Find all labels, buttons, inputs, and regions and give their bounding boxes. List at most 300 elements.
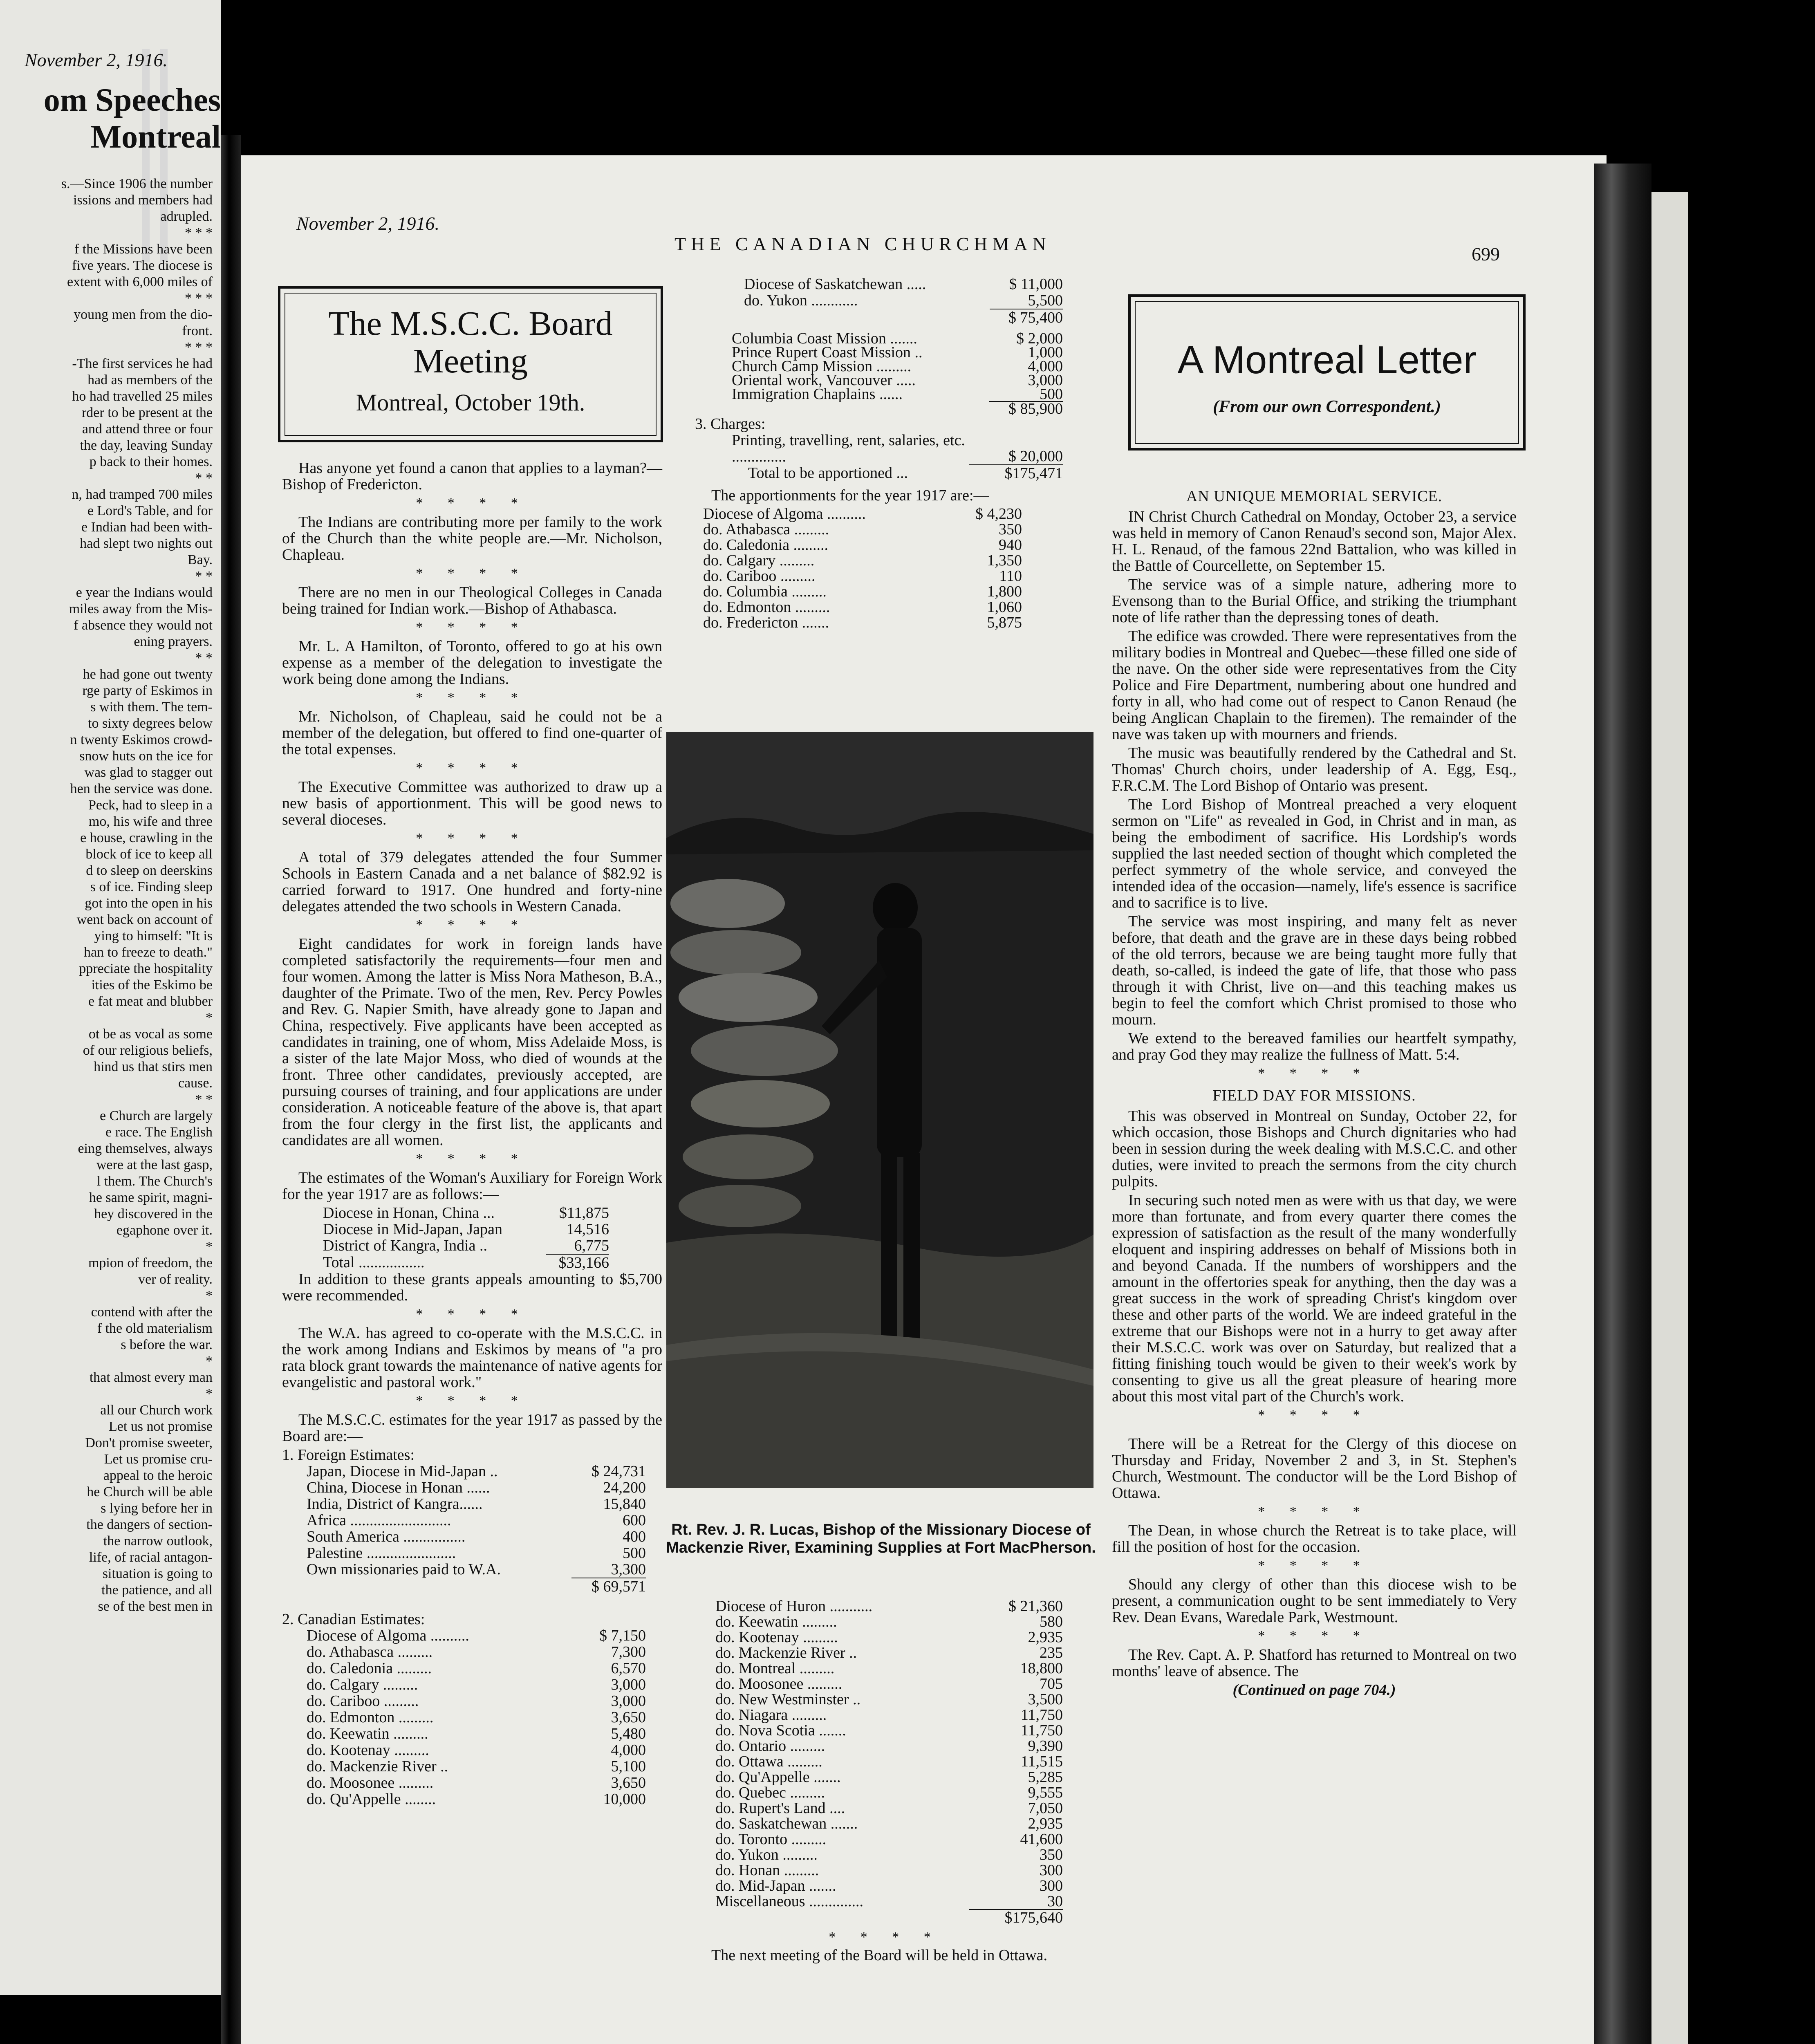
canadian-row-value: 6,570 — [611, 1660, 646, 1677]
section-stars: * * * * — [829, 1930, 941, 1945]
left-page-line: f absence they would not — [74, 618, 213, 633]
memorial-paragraph: The service was of a simple nature, adhering more to Evensong than to the Burial Office, and striking the triumphant note of life rather than the depressing tones of death. — [1112, 576, 1517, 626]
apportionment-row — [715, 1894, 1063, 1910]
canadian-row-label: do. Qu'Appelle ........ — [307, 1791, 436, 1808]
montreal-letter-subtitle: (From our own Correspondent.) — [1213, 397, 1441, 416]
section-stars: * * * * — [416, 620, 529, 635]
retreat-paragraph: The Dean, in whose church the Retreat is to take place, will fill the position of host for the occasion. — [1112, 1522, 1517, 1555]
estimate-row-label: do. Yukon ............ — [744, 292, 858, 309]
apportionment-row-value: 705 — [1040, 1675, 1063, 1692]
left-page-line: the narrow outlook, — [103, 1533, 213, 1549]
left-page-line: were at the last gasp, — [96, 1157, 213, 1172]
wa-row — [323, 1205, 609, 1221]
left-page-line: * — [206, 1354, 213, 1369]
left-page-line: to sixty degrees below — [88, 716, 213, 731]
apportioned-value: $175,471 — [969, 465, 1063, 482]
canadian-row-value: 3,000 — [611, 1676, 646, 1693]
subtotal-75400: $ 75,400 — [990, 309, 1063, 326]
left-page-line: appeal to the heroic — [103, 1468, 213, 1483]
apportionment-row-label: do. Qu'Appelle ....... — [715, 1768, 841, 1786]
left-page-line: e Lord's Table, and for — [87, 503, 213, 518]
apportionment-row — [715, 1769, 1063, 1785]
left-page-line: s of ice. Finding sleep — [90, 879, 213, 894]
left-page-line: Bay. — [187, 552, 213, 567]
apportionment-row — [703, 615, 1022, 630]
apportionment-row-label: do. Toronto ......... — [715, 1831, 827, 1848]
canadian-row-label: do. Kootenay ......... — [307, 1741, 429, 1759]
left-page-line: rge party of Eskimos in — [82, 683, 213, 698]
apportionment-row-value: 11,515 — [1020, 1753, 1063, 1770]
apportionments-total: $175,640 — [969, 1910, 1063, 1925]
masthead: THE CANADIAN CHURCHMAN — [674, 233, 1051, 254]
section-stars: * * * * — [1258, 1628, 1371, 1643]
section-stars: * * * * — [1258, 1558, 1371, 1573]
left-page-line: eing themselves, always — [78, 1141, 213, 1156]
canadian-row-label: do. Calgary ......... — [307, 1676, 418, 1693]
montreal-letter-title: A Montreal Letter — [1177, 338, 1477, 382]
left-page-line: all our Church work — [100, 1403, 213, 1418]
apportionment-row — [715, 1754, 1063, 1769]
apportionment-row — [715, 1676, 1063, 1692]
canadian-row — [307, 1709, 646, 1726]
coast-row-value: 500 — [1040, 385, 1063, 403]
apportionment-row-value: 940 — [999, 536, 1022, 554]
apportionment-row — [715, 1831, 1063, 1847]
msscc-paragraph: The Indians are contributing more per family to the work of the Church than the white people are.—Mr. Nicholson, Chapleau. — [282, 513, 662, 563]
canadian-row-label: do. Athabasca ......... — [307, 1643, 433, 1661]
apportionment-row-value: 2,935 — [1028, 1815, 1063, 1832]
left-page-line: * * — [195, 471, 213, 486]
left-page-line: * * * — [185, 225, 213, 240]
apportionment-row-label: do. Honan ......... — [715, 1862, 819, 1879]
left-page-line: Don't promise sweeter, — [85, 1435, 213, 1450]
section-stars: * * * * — [416, 831, 529, 846]
left-page-line: ening prayers. — [134, 634, 213, 649]
canadian-row — [307, 1644, 646, 1660]
apportionment-row — [703, 553, 1022, 568]
section-stars: * * * * — [416, 566, 529, 581]
left-page-line: * — [206, 1239, 213, 1254]
apportionment-row — [703, 568, 1022, 584]
apportionment-row-value: 2,935 — [1028, 1629, 1063, 1646]
coast-missions-table — [732, 332, 1063, 416]
foreign-row — [307, 1529, 646, 1545]
canadian-row-value: 3,650 — [611, 1709, 646, 1726]
montreal-letter-title-box — [1128, 294, 1526, 450]
left-page-line: was glad to stagger out — [84, 765, 213, 780]
left-page-line: * — [206, 1288, 213, 1303]
left-page-headline: om Speeches Montreal — [43, 82, 221, 155]
canadian-row-label: do. Moosonee ......... — [307, 1774, 434, 1791]
wa-row-value: $11,875 — [559, 1204, 609, 1221]
wa-row-value: 6,775 — [574, 1237, 609, 1254]
left-page-line: hind us that stirs men — [94, 1059, 213, 1074]
apportionments-table — [703, 506, 1022, 630]
canadian-row-value: 3,650 — [611, 1774, 646, 1791]
coast-row-value: 1,000 — [1028, 344, 1063, 361]
coast-row — [732, 345, 1063, 359]
middle-column-top — [695, 276, 1063, 630]
apportionment-row-label: do. New Westminster .. — [715, 1691, 861, 1708]
canadian-row — [307, 1742, 646, 1758]
apportioned-label: Total to be apportioned ... — [748, 464, 908, 482]
wa-row-label: Diocese in Honan, China ... — [323, 1204, 495, 1221]
next-meeting: The next meeting of the Board will be held in Ottawa. — [711, 1947, 1048, 1964]
wa-row-value: 14,516 — [566, 1221, 609, 1238]
left-page-line: front. — [182, 323, 213, 338]
apportionments-table-2 — [715, 1598, 1063, 1925]
coast-row-label: Oriental work, Vancouver ..... — [732, 372, 916, 389]
apportionment-row-value: 18,800 — [1020, 1660, 1063, 1677]
apportionment-row-value: 41,600 — [1020, 1831, 1063, 1848]
photograph-bishop-supplies — [666, 732, 1093, 1488]
apportionments-intro: The apportionments for the year 1917 are:— — [711, 487, 989, 504]
apportionment-row-label: do. Fredericton ....... — [703, 614, 829, 631]
foreign-estimates-table — [307, 1463, 646, 1595]
left-page-line: ying to himself: "It is — [94, 928, 213, 944]
foreign-row-label: India, District of Kangra...... — [307, 1495, 483, 1513]
left-page-line: se of the best men in — [98, 1599, 213, 1614]
left-page-line: * * — [195, 569, 213, 584]
apportionment-row — [715, 1614, 1063, 1629]
left-page-line: block of ice to keep all — [85, 847, 213, 862]
apportionment-row — [715, 1785, 1063, 1800]
page-edge-strip — [1651, 192, 1688, 2044]
left-page-line: e race. The English — [105, 1125, 213, 1140]
page-edge-shadow — [1594, 164, 1651, 2044]
left-page-line: hen the service was done. — [70, 781, 213, 796]
apportionment-row-value: 1,800 — [987, 583, 1022, 600]
apportionment-row-value: 110 — [999, 567, 1022, 585]
left-page-line: extent with 6,000 miles of — [67, 274, 213, 289]
left-page-line: egaphone over it. — [116, 1223, 213, 1238]
apportionment-row-label: do. Athabasca ......... — [703, 521, 829, 538]
canadian-estimates-table — [307, 1627, 646, 1807]
section-stars: * * * * — [1258, 1407, 1371, 1423]
apportionment-row-label: do. Calgary ......... — [703, 552, 815, 569]
apportionment-row-label: do. Mid-Japan ....... — [715, 1877, 836, 1894]
foreign-row — [307, 1463, 646, 1479]
apportionment-row-label: do. Saskatchewan ....... — [715, 1815, 858, 1832]
memorial-paragraph: IN Christ Church Cathedral on Monday, October 23, a service was held in memory of Canon Renaud's second son, Major Alex. H. L. Renaud, of the famous 22nd Battalion, who was killed in the Battle of Courcellette, on September 15. — [1112, 508, 1517, 574]
apportionment-row-value: 300 — [1040, 1877, 1063, 1894]
canadian-row — [307, 1758, 646, 1775]
left-page-line: s.—Since 1906 the number — [61, 176, 213, 191]
retreat-paragraph: The Rev. Capt. A. P. Shatford has returned to Montreal on two months' leave of absence. The — [1112, 1646, 1517, 1680]
left-page-line: p back to their homes. — [89, 454, 213, 469]
left-page-line: ities of the Eskimo be — [91, 977, 213, 993]
left-page-line: cause. — [178, 1076, 213, 1091]
coast-row-label: Immigration Chaplains ...... — [732, 385, 903, 403]
apportionment-row — [715, 1847, 1063, 1862]
apportionment-row — [715, 1629, 1063, 1645]
apportionment-row — [703, 537, 1022, 553]
coast-row-label: Columbia Coast Mission ....... — [732, 330, 917, 347]
left-page-line: f the old materialism — [97, 1321, 213, 1336]
apportionment-row — [715, 1661, 1063, 1676]
apportionment-row-value: 11,750 — [1020, 1706, 1063, 1724]
estimate-row — [744, 292, 1063, 309]
section-stars: * * * * — [416, 1151, 529, 1166]
left-page-line: he Church will be able — [87, 1484, 213, 1499]
msscc-title-line2: Meeting — [413, 342, 528, 380]
wa-row-label: Diocese in Mid-Japan, Japan — [323, 1221, 502, 1238]
left-page-line: Let us promise cru- — [104, 1452, 213, 1467]
retreat-paragraph: There will be a Retreat for the Clergy of this diocese on Thursday and Friday, November 2 and 3, in St. Stephen's Church, Westmount. The conductor will be the Lord Bishop of Ottawa. — [1112, 1435, 1517, 1502]
memorial-paragraph: We extend to the bereaved families our heartfelt sympathy, and pray God they may realize the fullness of Matt. 5:4. — [1112, 1030, 1517, 1063]
msscc-paragraph: There are no men in our Theological Colleges in Canada being trained for Indian work.—Bishop of Athabasca. — [282, 584, 662, 617]
msscc-title-box — [278, 286, 663, 442]
apportionment-row-value: 9,555 — [1028, 1784, 1063, 1801]
apportionment-row — [703, 506, 1022, 522]
msscc-subtitle: Montreal, October 19th. — [356, 389, 585, 416]
left-page-line: hey discovered in the — [94, 1206, 213, 1221]
canadian-row-value: 3,000 — [611, 1692, 646, 1710]
apportionment-row-value: 1,060 — [987, 598, 1022, 616]
left-page-line: s before the war. — [121, 1337, 213, 1352]
apportionment-row — [715, 1816, 1063, 1831]
foreign-row — [307, 1496, 646, 1512]
memorial-paragraph: The edifice was crowded. There were representatives from the military bodies in Montreal and Quebec—these filled one side of the nave. On the other side were representatives from the City Police and Fire Department, numbering about one hundred and forty in all, who had come out of respect to Canon Renaud (he being Anglican Chaplain to the firemen). The remainder of the nave was taken up with mourners and friends. — [1112, 628, 1517, 743]
left-page-line: han to freeze to death." — [84, 945, 213, 960]
section-heading-field-day: FIELD DAY FOR MISSIONS. — [1212, 1087, 1416, 1104]
canadian-row — [307, 1627, 646, 1644]
apportionment-row-value: 580 — [1040, 1613, 1063, 1630]
wa-total-label: Total ................. — [323, 1254, 425, 1271]
foreign-row-value: 24,200 — [603, 1479, 646, 1496]
retreat-paragraph: Should any clergy of other than this diocese wish to be present, a communication ought to be sent immediately to Very Rev. Dean Evans, Waredale Park, Westmount. — [1112, 1576, 1517, 1626]
apportionment-row-value: 9,390 — [1028, 1737, 1063, 1755]
apportionment-row-value: $ 21,360 — [1008, 1598, 1063, 1615]
apportionment-row — [715, 1645, 1063, 1661]
apportionment-row-value: 350 — [1040, 1846, 1063, 1863]
left-page-line: that almost every man — [89, 1370, 213, 1385]
charges-table — [732, 432, 1063, 482]
msscc-paragraph: The Executive Committee was authorized to draw up a new basis of apportionment. This will be good news to several dioceses. — [282, 778, 662, 828]
estimate-row-value: 5,500 — [1028, 292, 1063, 309]
msscc-paragraph: Mr. Nicholson, of Chapleau, said he could not be a member of the delegation, but offered to find one-quarter of the total expenses. — [282, 708, 662, 758]
memorial-paragraph: The music was beautifully rendered by the Cathedral and St. Thomas' Church choirs, under leadership of A. Egg, Esq., F.R.C.M. The Lord Bishop of Ontario was present. — [1112, 744, 1517, 794]
apportionment-row — [715, 1878, 1063, 1894]
left-page-line: he same spirit, magni- — [89, 1190, 213, 1205]
canadian-row-label: do. Keewatin ......... — [307, 1725, 428, 1742]
apportionment-row-value: 300 — [1040, 1862, 1063, 1879]
left-page-line: ver of reality. — [138, 1272, 213, 1287]
left-page-line: the patience, and all — [101, 1582, 213, 1598]
apportionment-row-label: do. Ontario ......... — [715, 1737, 825, 1755]
foreign-row — [307, 1512, 646, 1529]
retreat-paragraphs — [1112, 1436, 1517, 1679]
section-stars: * * * * — [416, 760, 529, 775]
left-page-date: November 2, 1916. — [25, 49, 168, 70]
section-stars: * * * * — [416, 495, 529, 511]
para-estimates: The M.S.C.C. estimates for the year 1917 as passed by the Board are:— — [282, 1411, 662, 1445]
apportionment-row-value: 235 — [1040, 1644, 1063, 1661]
left-page-line: * * — [195, 650, 213, 666]
left-page-line: situation is going to — [102, 1566, 213, 1581]
coast-row — [732, 359, 1063, 373]
subtotal-85900: $ 85,900 — [989, 401, 1063, 416]
foreign-row-value: $ 24,731 — [592, 1463, 646, 1480]
apportionment-row-label: do. Moosonee ......... — [715, 1675, 843, 1692]
photo-caption: Rt. Rev. J. R. Lucas, Bishop of the Missionary Diocese of Mackenzie River, Examining Supplies at Fort MacPherson. — [666, 1521, 1096, 1556]
foreign-heading: 1. Foreign Estimates: — [282, 1446, 415, 1464]
apportionment-row-label: do. Quebec ......... — [715, 1784, 825, 1801]
canadian-row-label: do. Cariboo ......... — [307, 1692, 419, 1710]
left-page-line: Let us not promise — [108, 1419, 213, 1434]
left-page-line: e Indian had been with- — [81, 520, 213, 535]
para-wa: The W.A. has agreed to co-operate with the M.S.C.C. in the work among Indians and Eskimos by means of "a pro rata block grant towards the maintenance of native agents for evangelistic and pastoral work." — [282, 1325, 662, 1391]
canadian-row-value: 7,300 — [611, 1643, 646, 1661]
left-page-line: had as members of the — [87, 372, 213, 388]
apportionment-row-label: Diocese of Huron ........... — [715, 1598, 873, 1615]
apportionment-row-label: Miscellaneous .............. — [715, 1893, 864, 1910]
para-grants: In addition to these grants appeals amounting to $5,700 were recommended. — [282, 1271, 662, 1304]
apportionment-row-label: do. Nova Scotia ....... — [715, 1722, 846, 1739]
continued-note: (Continued on page 704.) — [1232, 1681, 1396, 1699]
foreign-row-value: 15,840 — [603, 1495, 646, 1513]
estimate-row — [744, 276, 1063, 292]
left-page-line: ot be as vocal as some — [88, 1026, 213, 1042]
memorial-paragraph: The Lord Bishop of Montreal preached a very eloquent sermon on "Life" as revealed in God, in Christ and in man, as being the embodiment of sacrifice. His Lordship's words supplied the last needed section of thought which completed the perfect symmetry of the whole service, and conveyed the intended idea of the occasion—namely, life's essence is sacrifice and to sacrifice is to live. — [1112, 796, 1517, 911]
left-page-line: issions and members had — [73, 193, 213, 208]
apportionment-row-label: do. Mackenzie River .. — [715, 1644, 857, 1661]
coast-row — [732, 332, 1063, 345]
foreign-row-value: 400 — [623, 1528, 646, 1545]
section-stars: * * * * — [416, 1393, 529, 1408]
msscc-paragraphs — [282, 460, 662, 1202]
canadian-heading: 2. Canadian Estimates: — [282, 1611, 425, 1628]
apportionment-row-label: do. Columbia ......... — [703, 583, 827, 600]
left-page-line: the day, leaving Sunday — [80, 438, 213, 453]
apportionment-row-label: do. Yukon ......... — [715, 1846, 818, 1863]
foreign-row-label: China, Diocese in Honan ...... — [307, 1479, 490, 1496]
page-number: 699 — [1472, 244, 1500, 264]
canadian-row-label: do. Edmonton ......... — [307, 1709, 434, 1726]
apportionment-row — [715, 1692, 1063, 1707]
field-day-paragraph: In securing such noted men as were with us that day, we were more than fortunate, and from every quarter there comes the expression of satisfaction as the result of the many wonderfully eloquent and inspiring addresses on behalf of Missions both in and beyond Canada. If the numbers of worshippers and the amount in the offertories speak for anything, then the day was a great success in the work of spreading Christ's kingdom over these and other parts of the world. We are indeed grateful in the extreme that our Bishops were not in a hurry to get away after their M.S.C.C. work was over on Saturday, but realized that a fitting finishing touch would be given to their week's work by consenting to give us all the great pleasure of hearing more about this most vital part of the Church's work. — [1112, 1192, 1517, 1405]
left-page-line: mo, his wife and three — [88, 814, 213, 829]
left-page-line: s with them. The tem- — [90, 699, 213, 715]
left-page-line: * — [206, 1010, 213, 1025]
wa-row — [323, 1237, 609, 1254]
charges-heading: 3. Charges: — [695, 415, 766, 433]
msscc-column — [282, 460, 662, 1807]
msscc-paragraph: A total of 379 delegates attended the four Summer Schools in Eastern Canada and a net balance of $82.92 is carried forward to 1917. One hundred and forty-nine delegates attended the two schools in Western Canada. — [282, 849, 662, 915]
left-page-line: snow huts on the ice for — [79, 749, 213, 764]
left-page-line: went back on account of — [76, 912, 213, 927]
coast-row — [732, 387, 1063, 401]
apportionment-row-label: do. Edmonton ......... — [703, 598, 830, 616]
field-day-paragraphs — [1112, 1108, 1517, 1405]
foreign-row — [307, 1479, 646, 1496]
msscc-paragraph: Mr. L. A Hamilton, of Toronto, offered to go at his own expense as a member of the delegation to investigate the work being done among the Indians. — [282, 638, 662, 688]
canadian-row — [307, 1726, 646, 1742]
coast-row-label: Prince Rupert Coast Mission .. — [732, 344, 923, 361]
apportionment-row-label: do. Ottawa ......... — [715, 1753, 822, 1770]
coast-row-value: 3,000 — [1028, 372, 1063, 389]
apportionment-row-value: $ 4,230 — [975, 505, 1022, 522]
left-page-line: s lying before her in — [101, 1501, 213, 1516]
msscc-paragraph: Has anyone yet found a canon that applies to a layman?—Bishop of Fredericton. — [282, 459, 662, 493]
apportionment-row-value: 30 — [1047, 1893, 1063, 1910]
left-page-line: and attend three or four — [82, 421, 213, 437]
left-page-line: mpion of freedom, the — [88, 1255, 213, 1271]
foreign-row-label: Japan, Diocese in Mid-Japan .. — [307, 1463, 498, 1480]
left-page-line: he had gone out twenty — [83, 667, 213, 682]
apportionment-row-value: 3,500 — [1028, 1691, 1063, 1708]
left-page-line: adrupled. — [160, 209, 213, 224]
left-page-line: rder to be present at the — [81, 405, 213, 420]
section-stars: * * * * — [416, 690, 529, 705]
wa-estimates-table — [323, 1205, 609, 1271]
left-facing-page — [0, 0, 221, 1995]
apportionment-row-label: do. Montreal ......... — [715, 1660, 835, 1677]
canadian-row-value: 5,100 — [611, 1758, 646, 1775]
section-stars: * * * * — [1258, 1504, 1371, 1519]
left-page-line: miles away from the Mis- — [69, 601, 213, 616]
left-page-line: of our religious beliefs, — [83, 1043, 213, 1058]
apportionment-row-value: 11,750 — [1020, 1722, 1063, 1739]
left-page-line: * * — [195, 1092, 213, 1107]
memorial-paragraphs — [1112, 509, 1517, 1063]
wa-row — [323, 1221, 609, 1237]
foreign-row-label: Africa .......................... — [307, 1512, 451, 1529]
section-stars: * * * * — [416, 917, 529, 932]
memorial-paragraph: The service was most inspiring, and many felt as never before, that death and the grave are in these days being robbed of the old terrors, because we are being taught more fully that death, so-called, is indeed the gate of life, that those who pass through it with Christ, live on—and this teaching makes us begin to feel the comfort which Christ promised to those who mourn. — [1112, 913, 1517, 1028]
coast-row-value: 4,000 — [1028, 358, 1063, 375]
section-stars: * * * * — [1258, 1066, 1371, 1081]
foreign-total: $ 69,571 — [571, 1578, 646, 1595]
coast-row — [732, 373, 1063, 387]
left-page-line: e year the Indians would — [76, 585, 213, 600]
foreign-row-value: 3,300 — [611, 1561, 646, 1578]
foreign-row — [307, 1561, 646, 1578]
charges-text: Printing, travelling, rent, salaries, etc. .............. — [732, 432, 965, 465]
foreign-row-value: 500 — [623, 1544, 646, 1562]
left-page-line: five years. The diocese is — [72, 258, 213, 273]
left-page-line: contend with after the — [91, 1304, 213, 1320]
canadian-row — [307, 1693, 646, 1709]
left-page-line: f the Missions have been — [74, 242, 213, 257]
left-page-text — [0, 176, 213, 1615]
canadian-row-label: do. Caledonia ......... — [307, 1660, 432, 1677]
wa-row-label: District of Kangra, India .. — [323, 1237, 488, 1254]
apportionment-row-value: 5,875 — [987, 614, 1022, 631]
left-page-line: n, had tramped 700 miles — [72, 487, 213, 502]
estimate-row-value: $ 11,000 — [1009, 276, 1063, 293]
book-spine — [221, 135, 241, 2044]
left-page-line: the dangers of section- — [86, 1517, 213, 1532]
left-page-line: n twenty Eskimos crowd- — [70, 732, 213, 747]
canadian-row — [307, 1660, 646, 1676]
apportionment-row-label: do. Niagara ......... — [715, 1706, 827, 1724]
apportionment-row-value: 1,350 — [987, 552, 1022, 569]
apportionment-row-label: do. Rupert's Land .... — [715, 1800, 845, 1817]
apportionment-row-label: do. Cariboo ......... — [703, 567, 816, 585]
canadian-row-value: $ 7,150 — [599, 1627, 646, 1644]
left-page-line: Peck, had to sleep in a — [88, 798, 213, 813]
canadian-row-label: do. Mackenzie River .. — [307, 1758, 448, 1775]
wa-total-value: $33,166 — [546, 1254, 609, 1271]
coast-row-label: Church Camp Mission ......... — [732, 358, 912, 375]
canadian-row — [307, 1791, 646, 1807]
left-page-line: * * * — [185, 340, 213, 355]
coast-row-value: $ 2,000 — [1016, 330, 1063, 347]
field-day-paragraph: This was observed in Montreal on Sunday, October 22, for which occasion, those Bishops and Church dignitaries who had been in session during the week dealing with M.S.C.C. and other duties, were invited to preach the sermons from the city church pulpits. — [1112, 1107, 1517, 1190]
estimates-continued-table — [744, 276, 1063, 326]
apportionment-row — [715, 1862, 1063, 1878]
